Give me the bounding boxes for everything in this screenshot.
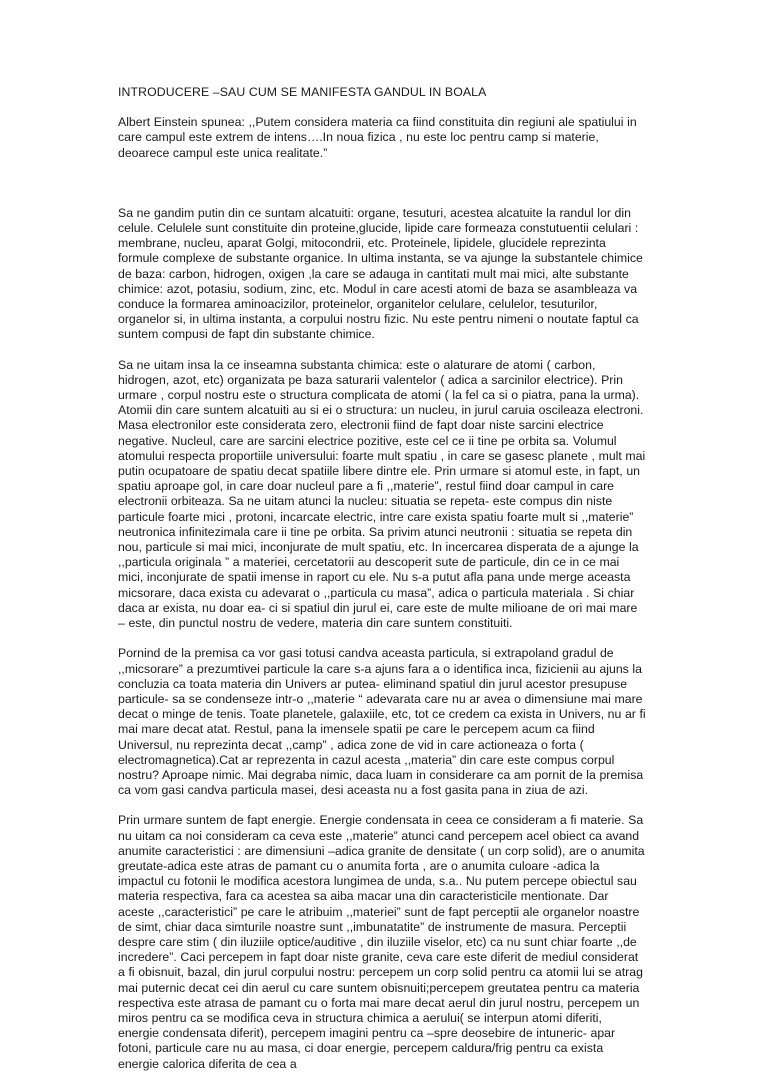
document-page xyxy=(118,85,646,1087)
body-paragraph-4: Prin urmare suntem de fapt energie. Energie condensata in ceea ce consideram a fi materie. Sa nu uitam ca noi consideram ca ceva este ,,materie” atunci cand percepem acel obiect ca avand anumite caracteristici : are dimensiuni –adica granite de densitate ( un corp solid), are o anumita greutate-adica este atras de pamant cu o anumita forta , are o anumita culoare -adica la impactul cu fotonii le modifica acestora lungimea de unda, s.a.. Nu putem percepe obiectul sau materia respectiva, fara ca acestea sa aiba macar una din caracteristicile mentionate. Dar aceste ,,caracteristici” pe care le atribuim ,,materiei” sunt de fapt perceptii ale organelor noastre de simt, chiar daca simturile noastre sunt ,,imbunatatite” de instrumente de masura. Perceptii despre care stim ( din iluziile optice/auditive , din iluziile viselor, etc) ca nu sunt chiar foarte ,,de incredere”. Caci percepem in fapt doar niste granite, ceva care este diferit de mediul considerat a fi obisnuit, bazal, din jurul corpului nostru: percepem un corp solid pentru ca atomii lui se atrag mai puternic decat cei din aerul cu care suntem obisnuiti;percepem greutatea pentru ca materia respectiva este atrasa de pamant cu o forta mai mare decat aerul din jurul nostru, percepem un miros pentru ca se modifica ceva in structura chimica a aerului( se interpun atomi diferiti, energie condensata diferit), percepem imagini pentru ca –spre deosebire de intuneric- apar fotoni, particule care nu au masa, ci doar energie, percepem caldura/frig pentru ca exista energie calorica diferita de cea a xyxy=(118,813,645,1071)
einstein-quote-paragraph: Albert Einstein spunea: ,,Putem considera materia ca fiind constituita din regiuni ale spatiului in care campul este extrem de intens….In noua fizica , nu este loc pentru camp si materie, deoarece campul este unica realitate.” xyxy=(118,115,637,160)
body-paragraph-1: Sa ne gandim putin din ce suntam alcatuiti: organe, tesuturi, acestea alcatuite la randul lor din celule. Celulele sunt constituite din proteine,glucide, lipide care formeaza constutuentii celulari : membrane, nucleu, aparat Golgi, mitocondrii, etc. Proteinele, lipidele, glucidele reprezinta formule complexe de substante organice. In ultima instanta, se va ajunge la substantele chimice de baza: carbon, hidrogen, oxigen ,la care se adauga in cantitati mult mai mici, alte substante chimice: azot, potasiu, sodium, zinc, etc. Modul in care acesti atomi de baza se asambleaza va conduce la formarea aminoacizilor, proteinelor, organitelor celulare, celulelor, tesuturilor, organelor si, in ultima instanta, a corpului nostru fizic. Nu este pentru nimeni o noutate faptul ca suntem compusi de fapt din substante chimice. xyxy=(118,205,643,342)
body-paragraph-2: Sa ne uitam insa la ce inseamna substanta chimica: este o alaturare de atomi ( carbon, hidrogen, azot, etc) organizata pe baza saturarii valentelor ( adica a sarcinilor electrice). Prin urmare , corpul nostru este o structura complicata de atomi ( la fel ca si o piatra, pana la urma). Atomii din care suntem alcatuiti au si ei o structura: un nucleu, in jurul caruia oscileaza electroni. Masa electronilor este considerata zero, electronii fiind de fapt doar niste sarcini electrice negative. Nucleul, care are sarcini electrice pozitive, este cel ce ii tine pe orbita sa. Volumul atomului respecta proportiile universului: foarte mult spatiu , in care se gasesc planete , mult mai putin ocupatoare de spatiu decat spatiile libere dintre ele. Prin urmare si atomul este, in fapt, un spatiu aproape gol, in care doar nucleul pare a fi ,,materie”, restul fiind doar campul in care electronii orbiteaza. Sa ne uitam atunci la nucleu: situatia se repeta- este compus din niste particule foarte mici , protoni, incarcate electric, intre care exista spatiu foarte mult si ,,materie” neutronica infinitezimala care ii tine pe orbita. Sa privim atunci neutronii : situatia se repeta din nou, particule si mai mici, inconjurate de mult spatiu, etc. In incercarea disperata de a ajunge la ,,particula originala ” a materiei, cercetatorii au descoperit sute de particule, din ce in ce mai mici, inconjurate de spatii imense in raport cu ele. Nu s-a putut afla pana unde merge aceasta micsorare, daca exista cu adevarat o ,,particula cu masa”, adica o particula materiala . Si chiar daca ar exista, nu doar ea- ci si spatiul din jurul ei, care este de multe milioane de ori mai mare – este, din punctul nostru de vedere, materia din care suntem constituiti. xyxy=(118,357,646,631)
document-title: INTRODUCERE –SAU CUM SE MANIFESTA GANDUL IN BOALA xyxy=(118,85,487,99)
body-paragraph-3: Pornind de la premisa ca vor gasi totusi candva aceasta particula, si extrapoland gradul de ,,micsorare” a prezumtivei particule la care s-a ajuns fara a o identifica inca, fizicienii au ajuns la concluzia ca toata materia din Univers ar putea- eliminand spatiul din jurul acestor presupuse particule- sa se condenseze intr-o ,,materie “ adevarata care nu ar avea o dimensiune mai mare decat o minge de tenis. Toate planetele, galaxiile, etc, tot ce credem ca exista in Univers, nu ar fi mai mare decat atat. Restul, pana la imensele spatii pe care le percepem acum ca fiind Universul, nu reprezinta decat ,,camp” , adica zone de vid in care actioneaza o forta ( electromagnetica).Cat ar reprezenta in cazul acesta ,,materia” din care este compus corpul nostru? Aproape nimic. Mai degraba nimic, daca luam in considerare ca am pornit de la premisa ca vom gasi candva particula masei, desi aceasta nu a fost gasita pana in ziua de azi. xyxy=(118,646,646,798)
